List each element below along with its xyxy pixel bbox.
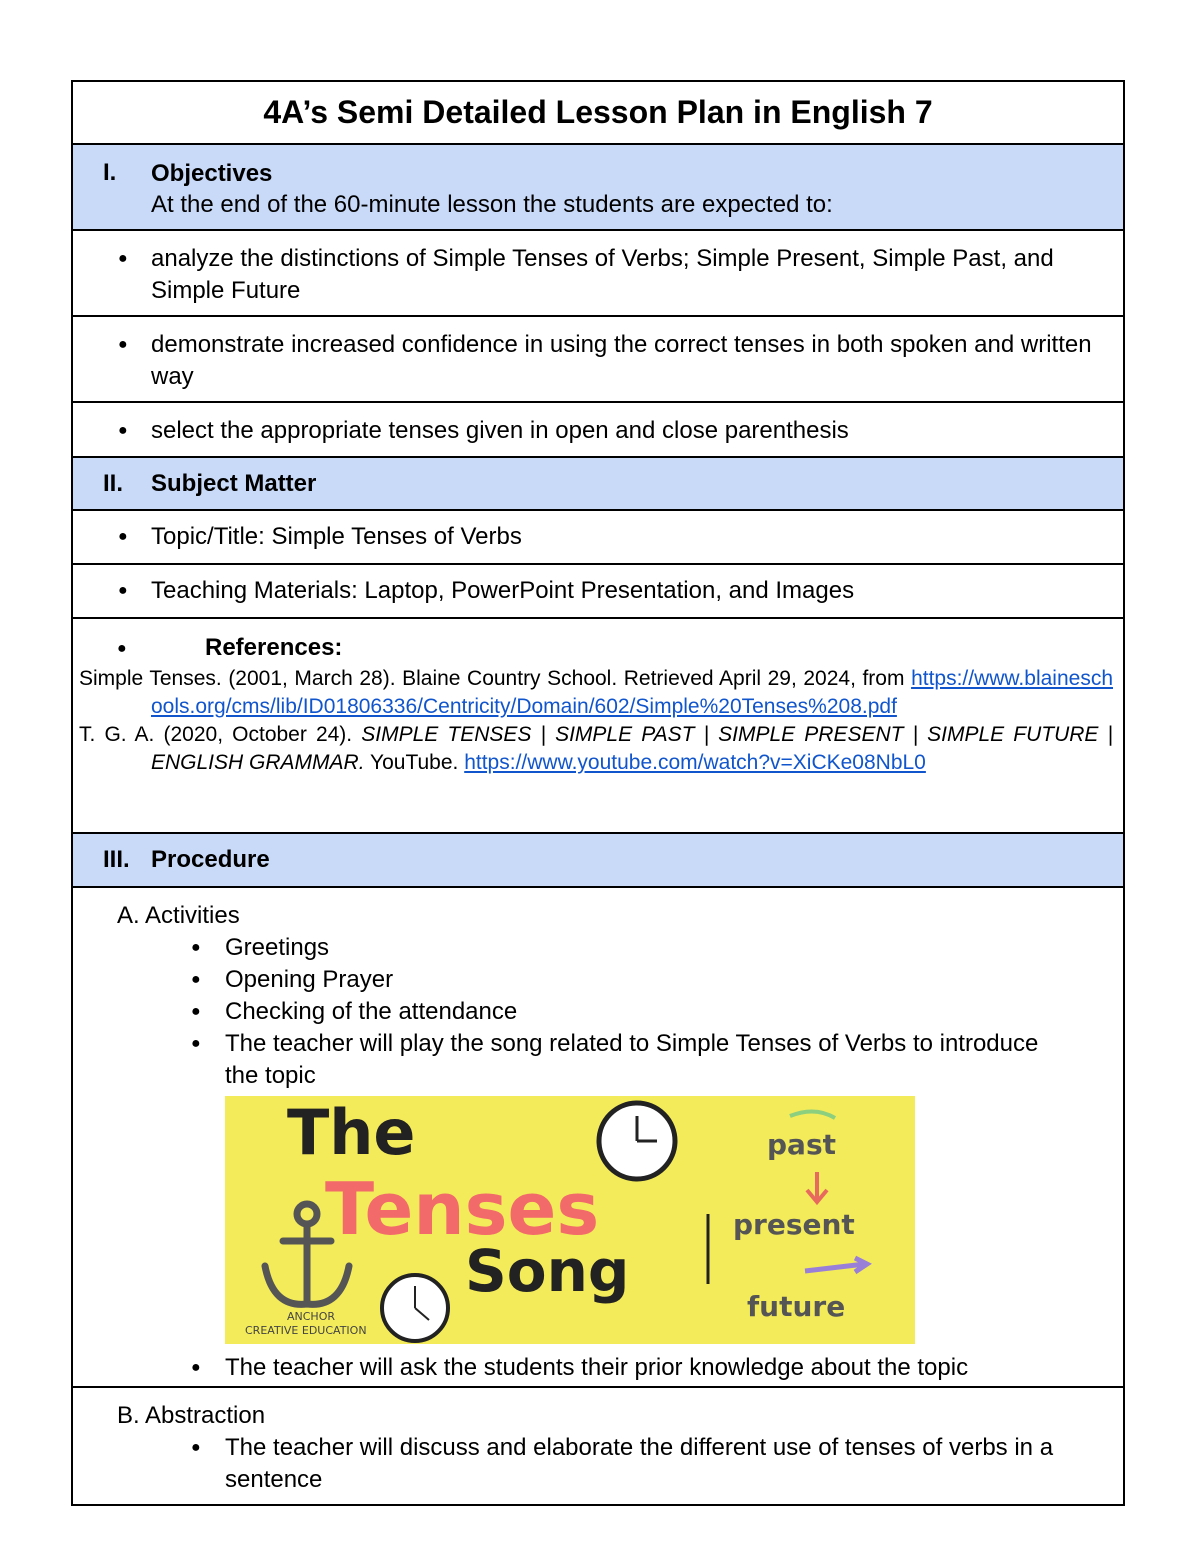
reference-entry <box>79 721 1113 777</box>
list-item <box>73 243 1123 307</box>
objective-row <box>73 403 1123 458</box>
activities-row <box>73 888 1123 1388</box>
materials-text: Teaching Materials: Laptop, PowerPoint Presentation, and Images <box>151 577 855 604</box>
banner-brand-name: CREATIVE EDUCATION <box>245 1324 367 1337</box>
activity-text: Opening Prayer <box>225 966 394 993</box>
list-item <box>73 1028 1123 1092</box>
bullet-icon: ● <box>191 1439 201 1456</box>
objective-text: demonstrate increased confidence in using the correct tenses in both spoken and written way <box>151 331 1092 390</box>
activity-text: Greetings <box>225 934 330 961</box>
section-objectives-header <box>73 145 1123 231</box>
banner-word-tenses: Tenses <box>325 1167 600 1251</box>
section-procedure-header <box>73 834 1123 888</box>
bullet-icon: ● <box>117 640 127 657</box>
bullet-icon: ● <box>191 939 201 956</box>
list-item <box>73 964 1123 996</box>
objective-text: analyze the distinctions of Simple Tenses of Verbs; Simple Present, Simple Past, and Simple Future <box>151 245 1054 304</box>
reference-text: Simple Tenses. (2001, March 28). Blaine Country School. Retrieved April 29, 2024, from <box>79 667 905 690</box>
activities-label: A. Activities <box>117 902 240 929</box>
reference-entry <box>79 665 1113 721</box>
section-title: Procedure <box>151 846 270 873</box>
bullet-icon: ● <box>118 582 128 599</box>
objective-text: select the appropriate tenses given in open and close parenthesis <box>151 417 849 444</box>
list-item <box>73 415 1123 447</box>
bullet-icon: ● <box>118 422 128 439</box>
banner-graphic <box>225 1096 915 1344</box>
banner-word-the: The <box>287 1096 416 1169</box>
banner-word-song: Song <box>465 1237 630 1305</box>
tenses-song-banner-image <box>225 1096 915 1344</box>
red-arrow-icon <box>807 1172 827 1202</box>
references-heading <box>79 633 1113 665</box>
banner-word-present: present <box>733 1208 855 1241</box>
section-number: III. <box>103 846 130 873</box>
objectives-intro: At the end of the 60-minute lesson the students are expected to: <box>151 191 833 218</box>
references-label: References: <box>205 634 343 661</box>
topic-text: Topic/Title: Simple Tenses of Verbs <box>151 523 522 550</box>
purple-arrow-icon <box>805 1258 867 1272</box>
reference-link[interactable]: https://www.blaineschools.org/cms/lib/ID01806336/Centricity/Domain/602/Simple%20Tenses%208.pdf <box>151 667 1113 718</box>
lesson-plan-table <box>71 80 1125 1506</box>
section-body <box>151 159 833 221</box>
list-item <box>73 932 1123 964</box>
section-subject-header <box>73 458 1123 511</box>
bullet-icon: ● <box>118 250 128 267</box>
list-item <box>73 521 1123 553</box>
bullet-icon: ● <box>191 1359 201 1376</box>
bullet-icon: ● <box>191 971 201 988</box>
clock-icon <box>599 1103 675 1179</box>
banner-brand-anchor: ANCHOR <box>287 1310 336 1323</box>
activity-text: The teacher will ask the students their prior knowledge about the topic <box>225 1354 969 1381</box>
list-item <box>73 1432 1123 1496</box>
objective-row <box>73 317 1123 403</box>
green-arrow-icon <box>790 1111 835 1118</box>
reference-link[interactable]: https://www.youtube.com/watch?v=XiCKe08NbL0 <box>464 751 926 774</box>
list-item <box>73 329 1123 393</box>
reference-title: SIMPLE TENSES | SIMPLE PAST | SIMPLE PRESENT | SIMPLE FUTURE | ENGLISH GRAMMAR. <box>151 723 1113 774</box>
activity-text: The teacher will play the song related to Simple Tenses of Verbs to introduce the topic <box>225 1030 1039 1089</box>
reference-source: YouTube. <box>370 751 459 774</box>
objective-row <box>73 231 1123 317</box>
list-item <box>73 575 1123 607</box>
bullet-icon: ● <box>191 1003 201 1020</box>
references-row <box>73 619 1123 834</box>
section-number: I. <box>103 159 117 186</box>
banner-word-past: past <box>767 1128 836 1161</box>
bullet-icon: ● <box>191 1035 201 1052</box>
bullet-icon: ● <box>118 336 128 353</box>
abstraction-label: B. Abstraction <box>117 1402 266 1429</box>
banner-word-future: future <box>747 1290 846 1323</box>
abstraction-text: The teacher will discuss and elaborate the different use of tenses of verbs in a sentence <box>225 1434 1054 1493</box>
materials-row <box>73 565 1123 619</box>
section-title: Subject Matter <box>151 470 317 497</box>
list-item <box>73 996 1123 1028</box>
topic-row <box>73 511 1123 565</box>
reference-text: T. G. A. (2020, October 24). <box>79 723 353 746</box>
page-title: 4A’s Semi Detailed Lesson Plan in English 7 <box>73 82 1123 145</box>
section-number: II. <box>103 470 124 497</box>
bullet-icon: ● <box>118 528 128 545</box>
activity-text: Checking of the attendance <box>225 998 518 1025</box>
small-clock-icon <box>382 1275 448 1341</box>
list-item <box>73 1352 1123 1384</box>
section-title: Objectives <box>151 160 273 187</box>
abstraction-row <box>73 1388 1123 1504</box>
